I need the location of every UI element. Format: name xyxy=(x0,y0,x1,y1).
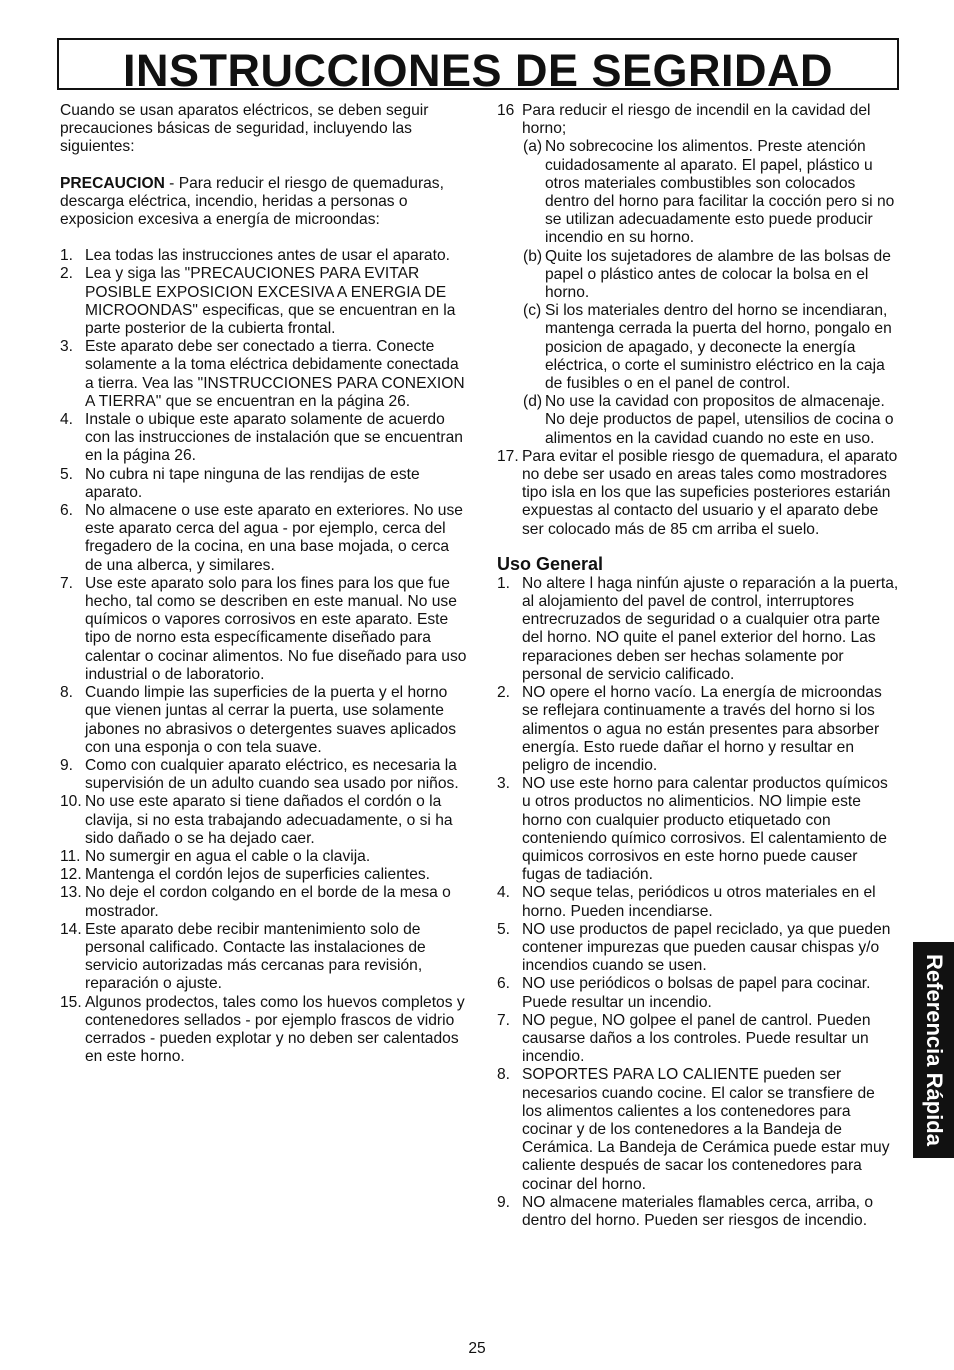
item-text: Este aparato debe ser conectado a tierra. Conecte solamente a la toma eléctrica debidamente conectada a tierra. Vea las "INSTRUCCIONES PARA CONEXION A TIERRA" que se encuentran en la página 26. xyxy=(85,338,465,410)
item-text: NO opere el horno vacío. La energía de microondas se reflejara continuamente a través del horno si los alimentos o agua no están presentes para absorber energía. Esto ruede dañar el horno y resultar en peligro de incendio. xyxy=(522,684,882,774)
item-number: 15. xyxy=(60,993,82,1011)
item-text: No almacene o use este aparato en exteriores. No use este aparato cerca del agua - por ejemplo, cerca del fregadero de la cocina, en una base mojada, o cerca de una alberca, y similares. xyxy=(85,502,463,574)
item-number: 17. xyxy=(497,447,519,465)
item-number: 11. xyxy=(60,847,81,865)
precaucion-label: PRECAUCION xyxy=(60,174,165,192)
item-number: 3. xyxy=(60,338,74,356)
item-number: 9. xyxy=(497,1193,511,1211)
sub-item xyxy=(497,393,899,448)
item-text: NO use periódicos o bolsas de papel para cocinar. Puede resultar un incendio. xyxy=(522,975,871,1011)
list-item xyxy=(60,684,470,757)
item-text: Use este aparato solo para los fines para los que fue hecho, tal como se describen en este manual. No use químicos o vapores corrosivos en este aparato. Este tipo de norno esta específicamente diseñado para calentar o cocinar alimentos. No fue diseñado para uso industrial o de laboratorio. xyxy=(85,574,467,683)
item-text: NO pegue, NO golpee el panel de cantrol. Pueden causarse daños a los controles. Puede resultar un incendio. xyxy=(522,1011,871,1066)
item-number: (a) xyxy=(523,138,543,156)
item-text: No use la cavidad con propositos de almacenaje. No deje productos de papel, utensilios de cocina o alimentos en la cavidad cuando no este en uso. xyxy=(545,393,894,447)
item-text: Si los materiales dentro del horno se incendiaran, mantenga cerrada la puerta del horno, pongalo en posicion de apagado, y deconecte la energía eléctrica, o corte el suministro eléctrico en la caja de fusibles o en el panel de control. xyxy=(545,302,892,393)
item-number: 1. xyxy=(497,574,511,592)
item-text: Para evitar el posible riesgo de quemadura, el aparato no debe ser usado en areas tales como mostradores tipo isla en los que las supeficies posteriores estarián expuestas al contacto del usuario y el aparato debe ser colocado más de 85 cm arriba el suelo. xyxy=(522,447,898,538)
item-text: Mantenga el cordón lejos de superficies calientes. xyxy=(85,866,430,884)
page-title: INSTRUCCIONES DE SEGRIDAD xyxy=(122,45,834,96)
page-number: 25 xyxy=(468,1340,486,1357)
item-text: Este aparato debe recibir mantenimiento solo de personal calificado. Contacte las instalaciones de servicio autorizadas más cercanas para revisión, reparación o ajuste. xyxy=(85,920,426,993)
fire-risk-sublist xyxy=(497,138,899,447)
item-text: No cubra ni tape ninguna de las rendijas de este aparato. xyxy=(85,465,420,501)
item-number: 14. xyxy=(60,920,82,938)
list-item xyxy=(497,684,899,775)
item-text: No altere l haga ninfún ajuste o reparación a la puerta, al alojamiento del pavel de control, interruptores entrecruzados de seguridad o a cualquier otra parte del horno. NO quite el panel exterior del horno. Las reparaciones deben ser hechas solamente por personal de servicio calificado. xyxy=(522,574,899,683)
item-text: No deje el cordon colgando en el borde de la mesa o mostrador. xyxy=(85,884,451,920)
list-item xyxy=(60,466,470,502)
list-item xyxy=(60,921,470,994)
item-number: (c) xyxy=(523,302,542,320)
item-text: No use este aparato si tiene dañados el cordón o la clavija, si no esta trabajando adecuadamente, o si ha sido dañado o se ha dejado caer. xyxy=(85,793,453,847)
item-text: Algunos prodectos, tales como los huevos completos y contenedores sellados - por ejemplo frascos de vidrio cerrados - pueden explotar y no deben ser calentados en este horno. xyxy=(85,993,465,1066)
item-text: No sumergir en agua el cable o la clavija. xyxy=(85,847,371,865)
item-number: 6. xyxy=(60,502,74,520)
item-number: 16 xyxy=(497,102,515,119)
item-number: 1. xyxy=(60,247,74,265)
section-heading-uso-general: Uso General xyxy=(497,553,604,574)
item-text: NO almacene materiales flamables cerca, arriba, o dentro del horno. Pueden ser riesgos de incendio. xyxy=(522,1193,874,1229)
item-number: 3. xyxy=(497,775,511,793)
item-number: 8. xyxy=(497,1066,511,1084)
item-number: 6. xyxy=(497,975,511,993)
safety-list xyxy=(60,247,470,1066)
list-item xyxy=(60,411,470,466)
sub-item xyxy=(497,302,899,393)
item-text: SOPORTES PARA LO CALIENTE pueden ser necesarios cuando cocine. El calor se transfiere de los alimentos calientes a los contenedores para cocinar y de los contenedores a la Bandeja de Cerámica. La Bandeja de Cerámica puede estar muy caliente después de sacar los contenedores para cocinar del horno. xyxy=(522,1066,890,1193)
list-item xyxy=(497,1066,899,1193)
item-number: 13. xyxy=(60,884,82,902)
item-number: 12. xyxy=(60,866,82,884)
item-number: (d) xyxy=(523,393,543,411)
item-number: 7. xyxy=(60,574,74,592)
list-item xyxy=(60,338,470,411)
item-text: NO use este horno para calentar productos químicos u otros productos no alimenticios. NO limpie este horno con cualquier producto etiquetado con conteniendo químico corrosivos. El calentamiento de quimicos corrosivos en este horno puede causer fugas de tadiación. xyxy=(522,775,888,884)
list-item xyxy=(60,247,470,265)
item-number: 2. xyxy=(60,265,74,283)
list-item xyxy=(497,575,899,684)
item-text: No sobrecocine los alimentos. Preste atención cuidadosamente al aparato. El papel, plástico u otros materiales combustibles son colocados dentro del horno para facilitar la cocción pero si no se utilizan adecuadamente esto puede producir incendio en su horno. xyxy=(545,138,895,247)
item-number: 2. xyxy=(497,684,511,702)
list-item xyxy=(497,448,899,539)
list-item xyxy=(60,265,470,338)
item-number: (b) xyxy=(523,247,543,265)
list-item xyxy=(497,1194,899,1230)
sub-item xyxy=(497,138,899,247)
item-number: 9. xyxy=(60,756,74,774)
sub-item xyxy=(497,248,899,303)
right-column xyxy=(497,102,899,1230)
item-text: Instale o ubique este aparato solamente de acuerdo con las instrucciones de instalación que se encuentran en la página 26. xyxy=(85,411,463,465)
list-item xyxy=(60,994,470,1067)
title-box xyxy=(57,38,899,96)
item-text: Como con cualquier aparato eléctrico, es necesaria la supervisión de un adulto cuando sea usado por niños. xyxy=(85,756,459,793)
item-number: 5. xyxy=(60,465,74,483)
list-item xyxy=(60,757,470,793)
item-text: Lea y siga las "PRECAUCIONES PARA EVITAR POSIBLE EXPOSICION EXCESIVA A ENERGIA DE MICROONDAS" especificas, que se encuentran en la parte posterior de la cubierta frontal. xyxy=(85,265,456,338)
list-item xyxy=(60,848,470,866)
item-number: 7. xyxy=(497,1011,511,1029)
intro-paragraph: Cuando se usan aparatos eléctricos, se deben seguir precauciones básicas de seguridad, incluyendo las siguientes: xyxy=(60,102,429,156)
list-item xyxy=(497,102,899,138)
item-number: 4. xyxy=(60,411,74,429)
left-column xyxy=(60,102,470,1066)
uso-general-list xyxy=(497,575,899,1230)
list-item xyxy=(497,921,899,976)
list-item xyxy=(497,884,899,920)
precaucion-paragraph xyxy=(60,175,470,230)
item-number: 4. xyxy=(497,884,511,902)
item-number: 8. xyxy=(60,684,74,702)
side-tab-label: Referencia Rápida xyxy=(921,954,947,1146)
list-item xyxy=(497,775,899,884)
precaucion-text: - Para reducir el riesgo de quemaduras, descarga eléctrica, incendio, heridas a personas o exposicion excesiva a energía de microondas: xyxy=(60,174,444,229)
list-item xyxy=(60,502,470,575)
item-text: NO seque telas, periódicos u otros materiales en el horno. Pueden incendiarse. xyxy=(522,884,876,920)
item-text: NO use productos de papel reciclado, ya que pueden contener impurezas que pueden causar chispas y/o incendios cuando se usen. xyxy=(522,920,891,975)
list-item xyxy=(60,884,470,920)
list-item xyxy=(60,866,470,884)
side-tab xyxy=(913,942,954,1158)
list-item xyxy=(497,975,899,1011)
list-item xyxy=(497,1012,899,1067)
item-text: Lea todas las instrucciones antes de usar el aparato. xyxy=(85,247,450,265)
item-number: 5. xyxy=(497,920,511,938)
list-item xyxy=(60,575,470,684)
item-text: Cuando limpie las superficies de la puerta y el horno que vienen juntas al cerrar la puerta, use solamente jabones no abrasivos o detergentes suaves aplicados con una esponja o con tela suave. xyxy=(85,684,457,756)
list-item xyxy=(60,793,470,848)
item-number: 10. xyxy=(60,793,82,811)
item-text: Quite los sujetadores de alambre de las bolsas de papel o plástico antes de colocar la bolsa en el horno. xyxy=(545,247,891,302)
item-text: Para reducir el riesgo de incendil en la cavidad del horno; xyxy=(522,102,871,138)
